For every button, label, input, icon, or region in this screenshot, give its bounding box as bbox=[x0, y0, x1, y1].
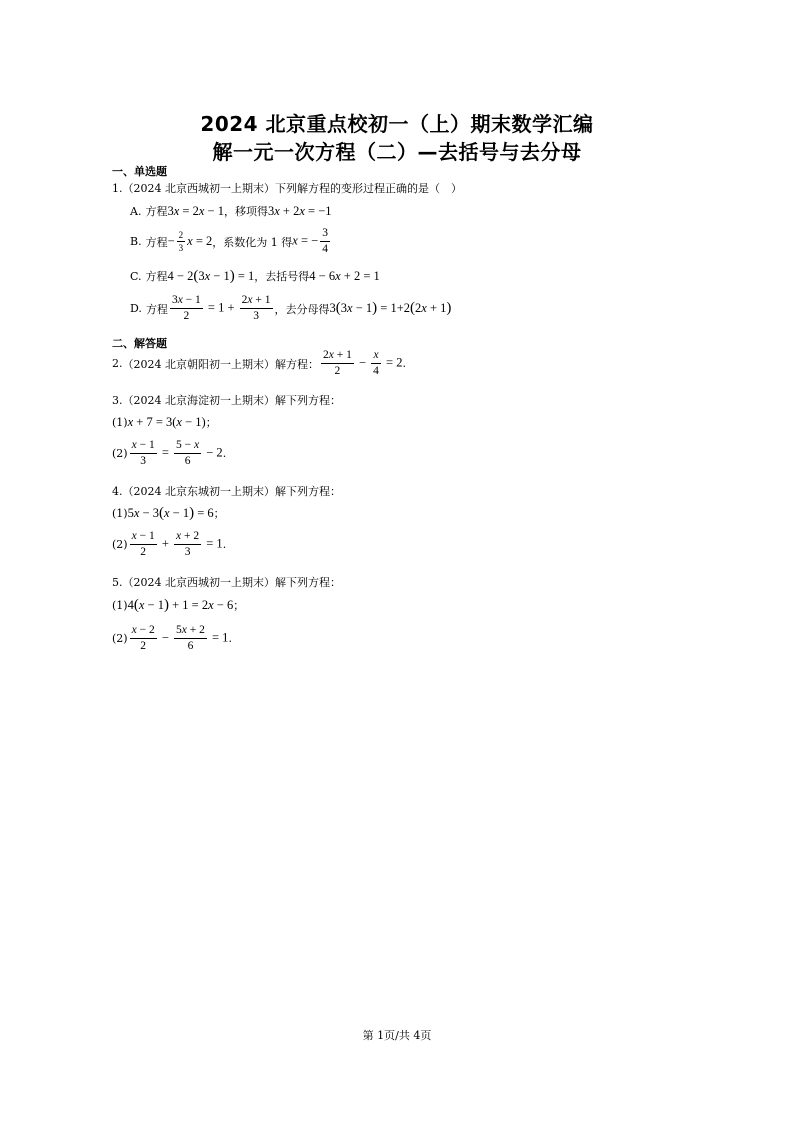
equation: x = − $\frac{3}{4}$ bbox=[292, 227, 328, 255]
section-heading-choice: 一、单选题 bbox=[112, 165, 167, 178]
question-number: 2. bbox=[112, 357, 123, 370]
question-stem: 下列解方程的变形过程正确的是（ ） bbox=[275, 182, 462, 195]
option-b bbox=[130, 228, 332, 255]
page-subtitle: 解一元一次方程（二）—去括号与去分母 bbox=[212, 140, 582, 164]
q4-part-1: (1) 5x − 3(x − 1) = 6 ； bbox=[112, 504, 225, 521]
question-number: 3. bbox=[112, 393, 123, 407]
option-d bbox=[130, 295, 451, 322]
q3-part-1: (1) x + 7 = 3(x − 1) ； bbox=[112, 414, 217, 429]
option-text: 方程 bbox=[145, 302, 168, 316]
equation: 5x − 3(x − 1) = 6 bbox=[127, 504, 214, 521]
equation: 3x + 2x = −1 bbox=[267, 203, 332, 218]
question-2: 2. （2024 北京朝阳初一上期末） 解方程： $\frac{2x + 1}{2}$ − $\frac{x}{4}$ = 2 . bbox=[112, 349, 406, 377]
question-source: （2024 北京西城初一上期末） bbox=[122, 576, 275, 589]
equation: 4 − 6x + 2 = 1 bbox=[309, 268, 380, 283]
question-4 bbox=[112, 483, 341, 499]
question-source: （2024 北京东城初一上期末） bbox=[122, 485, 275, 498]
question-3 bbox=[112, 392, 341, 408]
question-number: 1. bbox=[112, 181, 123, 195]
question-source: （2024 北京朝阳初一上期末） bbox=[122, 357, 275, 371]
question-5 bbox=[112, 574, 341, 590]
question-number: 4. bbox=[112, 484, 123, 498]
q4-part-2: (2) $\frac{x - 1}{2}$ + $\frac{x + 2}{3}$ = 1 . bbox=[112, 530, 227, 558]
option-label: A. bbox=[130, 204, 142, 218]
section-heading-answer: 二、解答题 bbox=[112, 337, 167, 350]
option-text: 方程 bbox=[145, 270, 168, 283]
equation: $\frac{x - 1}{2}$ + $\frac{x + 2}{3}$ = 1 bbox=[131, 530, 223, 558]
question-stem: 解下列方程： bbox=[275, 485, 341, 498]
question-number: 5. bbox=[112, 575, 123, 589]
option-text: ，去分母得 bbox=[274, 302, 330, 316]
question-1 bbox=[112, 180, 462, 196]
question-stem: 解方程： bbox=[275, 357, 319, 371]
option-a bbox=[130, 203, 332, 219]
option-text: 方程 bbox=[145, 205, 168, 218]
q5-part-2: (2) $\frac{x - 2}{2}$ − $\frac{5x + 2}{6}$ = 1 . bbox=[112, 624, 232, 652]
question-stem: 解下列方程： bbox=[275, 394, 341, 407]
q3-part-2: (2) $\frac{x - 1}{3}$ = $\frac{5 - x}{6}$ − 2 . bbox=[112, 439, 227, 467]
page-title: 2024 北京重点校初一（上）期末数学汇编 bbox=[200, 112, 594, 136]
option-c bbox=[130, 268, 380, 284]
equation: $\frac{2x + 1}{2}$ − $\frac{x}{4}$ = 2 bbox=[323, 349, 403, 377]
option-text: ，去括号得 bbox=[254, 270, 310, 283]
question-source: （2024 北京西城初一上期末） bbox=[122, 182, 275, 195]
option-label: D. bbox=[130, 302, 142, 315]
equation: 4 − 2(3x − 1) = 1 bbox=[167, 267, 255, 284]
q5-part-1: (1) 4(x − 1) + 1 = 2x − 6 ； bbox=[112, 596, 245, 613]
option-text: 方程 bbox=[145, 235, 168, 249]
equation: 3(3x − 1) = 1+2(2x + 1) bbox=[329, 300, 452, 316]
equation: x + 7 = 3(x − 1) bbox=[127, 414, 206, 429]
option-label: C. bbox=[130, 269, 142, 283]
equation: $\frac{3x - 1}{2}$ = 1 + $\frac{2x + 1}{3}$ bbox=[171, 294, 271, 322]
option-text: ，移项得 bbox=[223, 205, 268, 218]
question-stem: 解下列方程： bbox=[275, 576, 341, 589]
option-label: B. bbox=[130, 235, 142, 248]
equation: $\frac{x - 1}{3}$ = $\frac{5 - x}{6}$ − 2 bbox=[131, 439, 223, 467]
equation: $\frac{x - 2}{2}$ − $\frac{5x + 2}{6}$ = 1 bbox=[131, 624, 229, 652]
equation: 3x = 2x − 1 bbox=[167, 203, 224, 218]
question-source: （2024 北京海淀初一上期末） bbox=[122, 394, 275, 407]
equation: − $\frac{2}{3}$ x = 2 bbox=[167, 229, 213, 253]
option-text: ，系数化为 1 得 bbox=[212, 235, 293, 249]
page-footer: 第 1页/共 4页 bbox=[362, 1029, 432, 1042]
equation: 4(x − 1) + 1 = 2x − 6 bbox=[127, 596, 234, 613]
